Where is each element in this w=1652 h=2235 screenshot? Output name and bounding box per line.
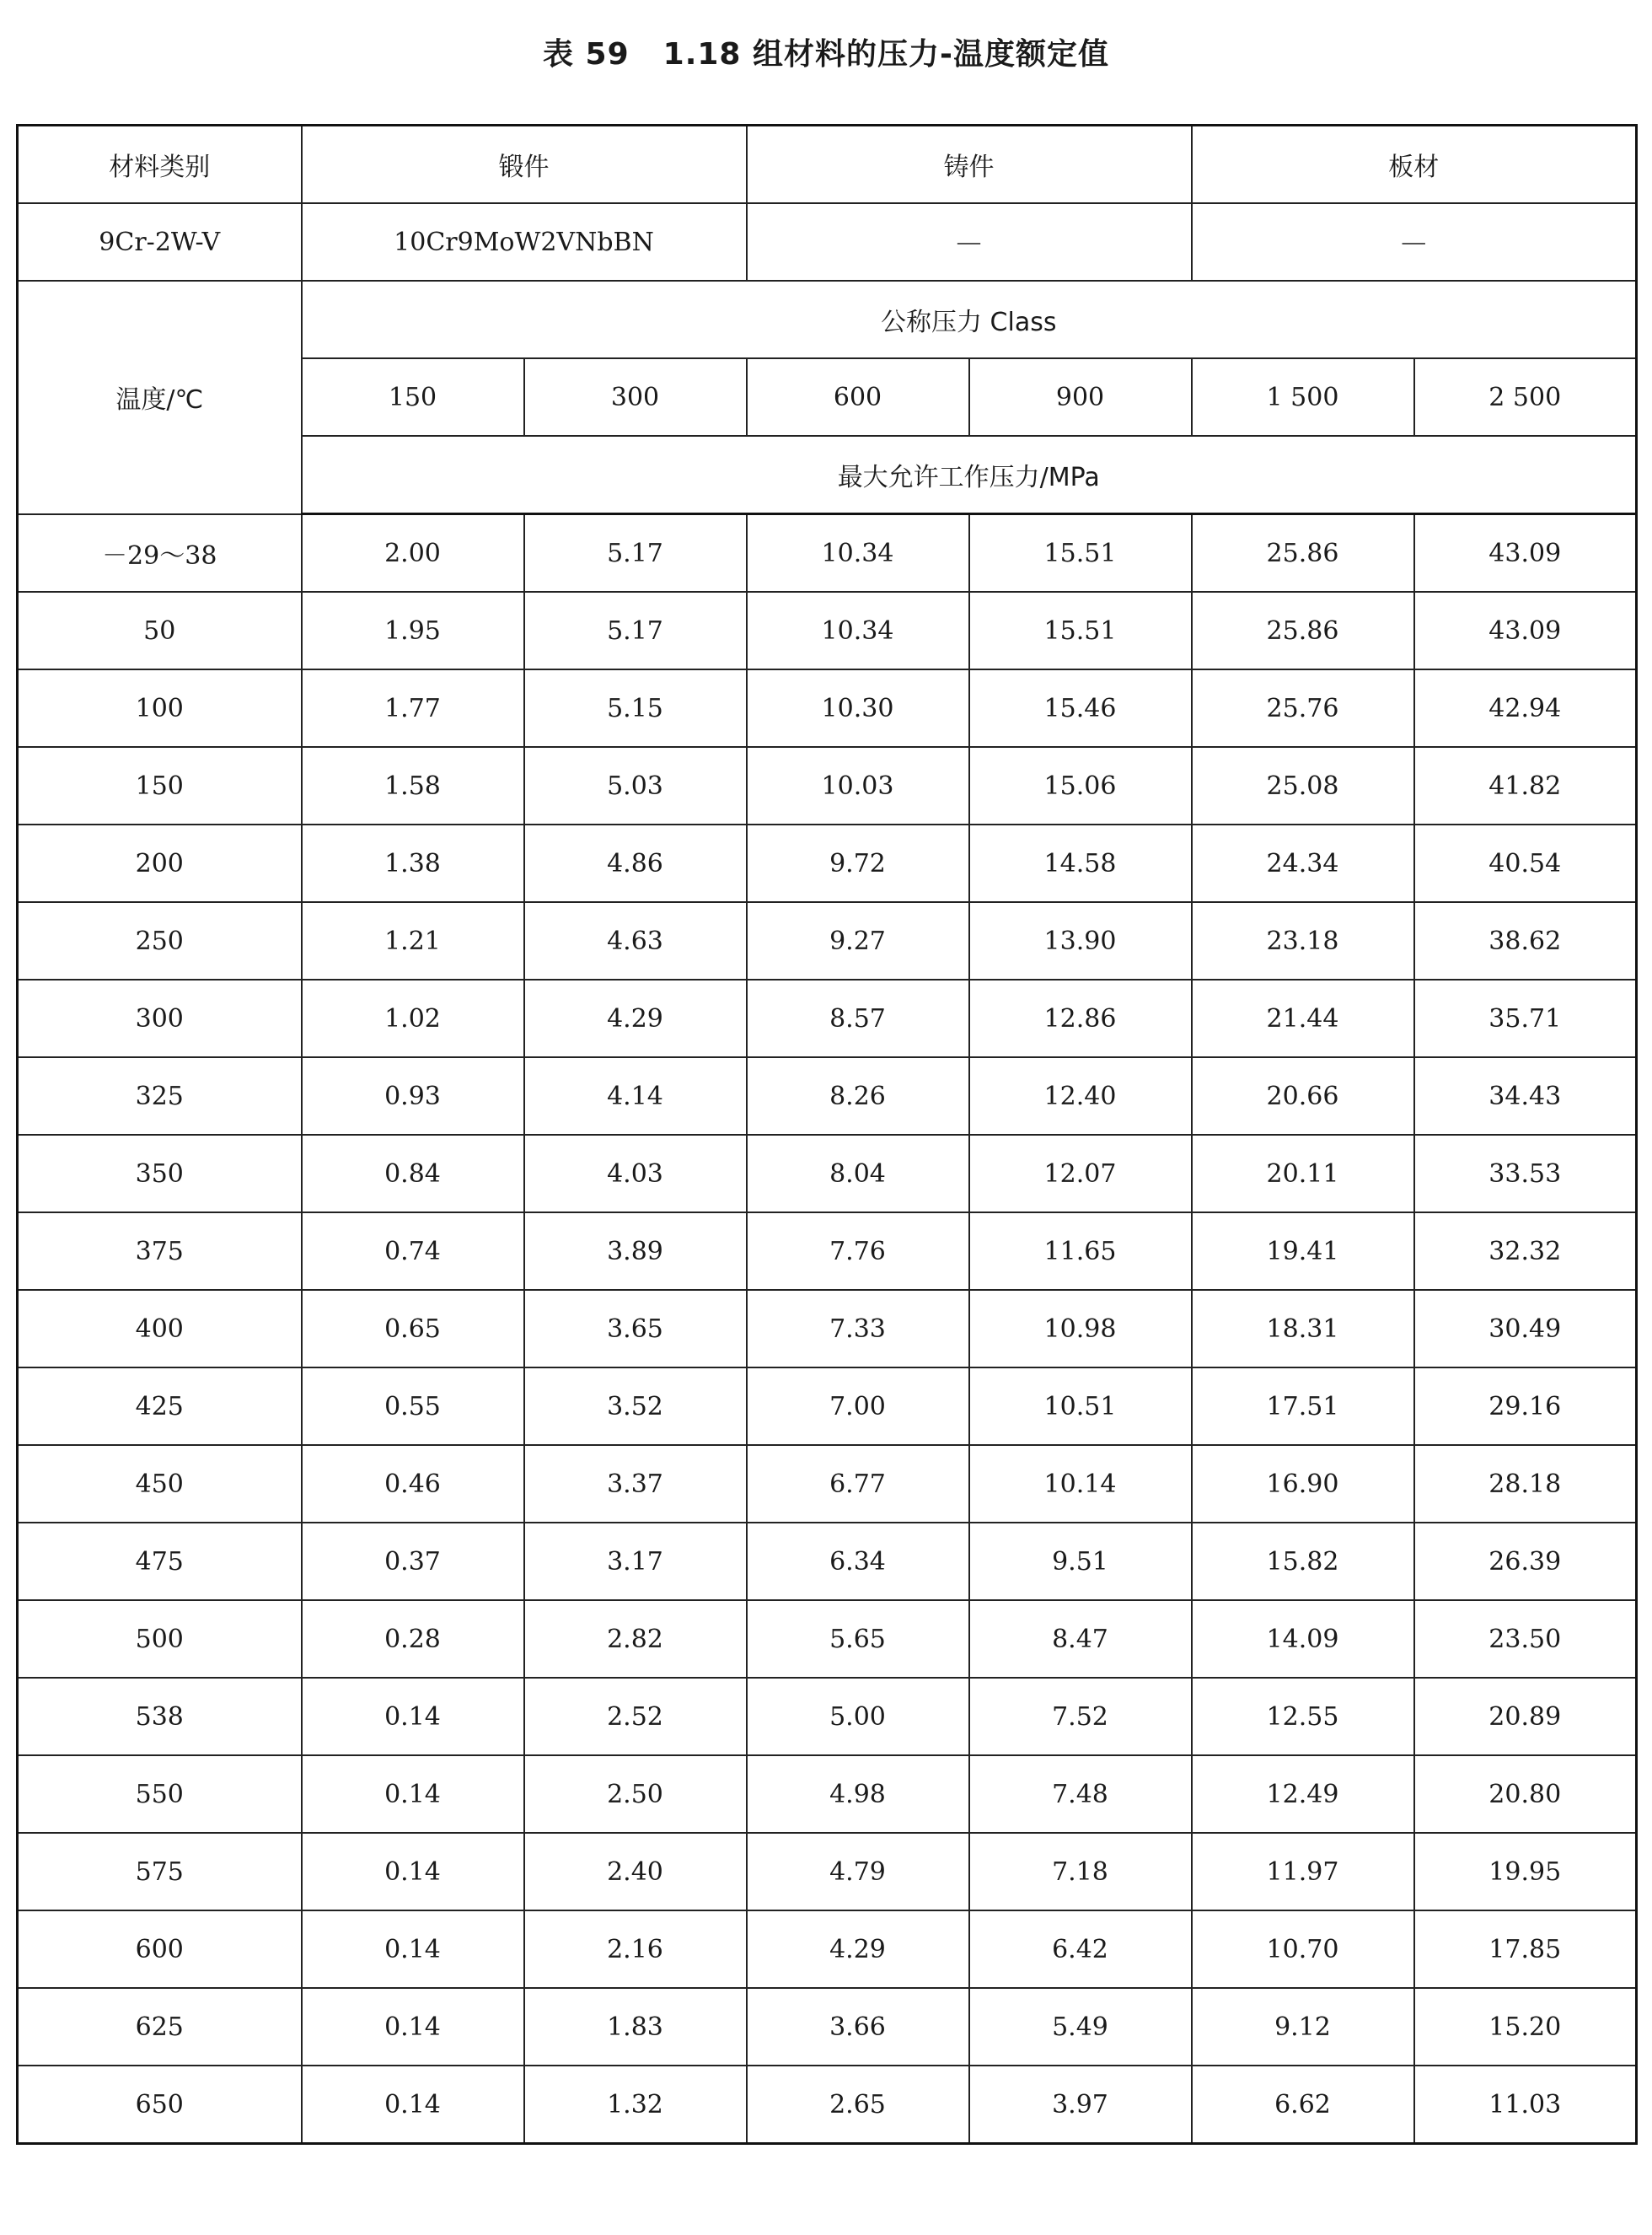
pressure-cell: 15.20 xyxy=(1414,1988,1637,2066)
header-row-category xyxy=(18,126,1637,204)
pressure-cell: 21.44 xyxy=(1192,980,1414,1057)
pressure-cell: 7.18 xyxy=(969,1833,1192,1910)
pressure-cell: 1.21 xyxy=(302,902,524,980)
temperature-cell: 375 xyxy=(18,1212,302,1290)
plate-value: — xyxy=(1192,203,1637,281)
pressure-cell: 1.58 xyxy=(302,747,524,825)
pressure-cell: 25.76 xyxy=(1192,669,1414,747)
pressure-cell: 0.65 xyxy=(302,1290,524,1367)
pressure-cell: 20.89 xyxy=(1414,1678,1637,1755)
temperature-cell: 450 xyxy=(18,1445,302,1523)
temperature-cell: 400 xyxy=(18,1290,302,1367)
table-title: 1.18 组材料的压力-温度额定值 xyxy=(662,37,1109,72)
table-row xyxy=(18,514,1637,593)
pressure-cell: 28.18 xyxy=(1414,1445,1637,1523)
pressure-cell: 4.29 xyxy=(747,1910,969,1988)
pressure-cell: 38.62 xyxy=(1414,902,1637,980)
pressure-cell: 5.15 xyxy=(524,669,747,747)
pressure-cell: 33.53 xyxy=(1414,1135,1637,1212)
pressure-cell: 4.14 xyxy=(524,1057,747,1135)
pressure-cell: 15.06 xyxy=(969,747,1192,825)
material-category-label: 材料类别 xyxy=(18,126,302,204)
temperature-cell: 625 xyxy=(18,1988,302,2066)
pressure-cell: 5.17 xyxy=(524,514,747,593)
pressure-cell: 5.17 xyxy=(524,592,747,669)
pressure-cell: 4.03 xyxy=(524,1135,747,1212)
temperature-cell: 425 xyxy=(18,1367,302,1445)
pressure-cell: 15.51 xyxy=(969,592,1192,669)
pressure-cell: 1.95 xyxy=(302,592,524,669)
pressure-cell: 12.86 xyxy=(969,980,1192,1057)
class-value: 900 xyxy=(969,358,1192,436)
pressure-cell: 1.77 xyxy=(302,669,524,747)
pressure-cell: 25.08 xyxy=(1192,747,1414,825)
pressure-cell: 10.34 xyxy=(747,514,969,593)
pressure-cell: 1.38 xyxy=(302,825,524,902)
table-row xyxy=(18,1212,1637,1290)
temperature-cell: 325 xyxy=(18,1057,302,1135)
pressure-cell: 25.86 xyxy=(1192,592,1414,669)
pressure-cell: 9.72 xyxy=(747,825,969,902)
plate-label: 板材 xyxy=(1192,126,1637,204)
table-number: 表 59 xyxy=(543,37,630,72)
pressure-cell: 14.58 xyxy=(969,825,1192,902)
pressure-cell: 2.50 xyxy=(524,1755,747,1833)
pressure-cell: 35.71 xyxy=(1414,980,1637,1057)
pressure-cell: 0.74 xyxy=(302,1212,524,1290)
pressure-cell: 10.34 xyxy=(747,592,969,669)
table-row xyxy=(18,902,1637,980)
pressure-cell: 8.57 xyxy=(747,980,969,1057)
pressure-cell: 0.46 xyxy=(302,1445,524,1523)
pressure-cell: 20.11 xyxy=(1192,1135,1414,1212)
casting-value: — xyxy=(747,203,1192,281)
table-row xyxy=(18,592,1637,669)
table-row xyxy=(18,1755,1637,1833)
pressure-unit-label: 最大允许工作压力/MPa xyxy=(302,436,1637,514)
header-row-material xyxy=(18,203,1637,281)
pressure-cell: 0.14 xyxy=(302,1755,524,1833)
pressure-cell: 3.66 xyxy=(747,1988,969,2066)
pressure-cell: 10.98 xyxy=(969,1290,1192,1367)
pressure-cell: 20.80 xyxy=(1414,1755,1637,1833)
pressure-cell: 6.62 xyxy=(1192,2066,1414,2144)
temperature-cell: 300 xyxy=(18,980,302,1057)
class-label: 公称压力 Class xyxy=(302,281,1637,358)
pressure-cell: 4.79 xyxy=(747,1833,969,1910)
table-row xyxy=(18,747,1637,825)
pressure-cell: 23.50 xyxy=(1414,1600,1637,1678)
pressure-cell: 9.27 xyxy=(747,902,969,980)
table-row xyxy=(18,1600,1637,1678)
pressure-cell: 6.77 xyxy=(747,1445,969,1523)
pressure-cell: 5.03 xyxy=(524,747,747,825)
pressure-cell: 0.84 xyxy=(302,1135,524,1212)
pressure-cell: 41.82 xyxy=(1414,747,1637,825)
pressure-cell: 17.51 xyxy=(1192,1367,1414,1445)
pressure-cell: 16.90 xyxy=(1192,1445,1414,1523)
temperature-cell: －29～38 xyxy=(18,514,302,593)
table-row xyxy=(18,1523,1637,1600)
pressure-cell: 11.97 xyxy=(1192,1833,1414,1910)
table-row xyxy=(18,1833,1637,1910)
table-row xyxy=(18,1678,1637,1755)
pressure-cell: 2.00 xyxy=(302,514,524,593)
pressure-cell: 43.09 xyxy=(1414,514,1637,593)
pressure-cell: 19.41 xyxy=(1192,1212,1414,1290)
pressure-cell: 8.26 xyxy=(747,1057,969,1135)
pressure-cell: 0.55 xyxy=(302,1367,524,1445)
pressure-cell: 18.31 xyxy=(1192,1290,1414,1367)
pressure-cell: 24.34 xyxy=(1192,825,1414,902)
pressure-cell: 25.86 xyxy=(1192,514,1414,593)
pressure-cell: 1.32 xyxy=(524,2066,747,2144)
pressure-cell: 14.09 xyxy=(1192,1600,1414,1678)
pressure-cell: 2.65 xyxy=(747,2066,969,2144)
pressure-temperature-table xyxy=(16,124,1638,2145)
pressure-cell: 34.43 xyxy=(1414,1057,1637,1135)
pressure-cell: 7.00 xyxy=(747,1367,969,1445)
class-value: 600 xyxy=(747,358,969,436)
pressure-cell: 3.65 xyxy=(524,1290,747,1367)
table-row xyxy=(18,1988,1637,2066)
temperature-cell: 538 xyxy=(18,1678,302,1755)
pressure-cell: 15.46 xyxy=(969,669,1192,747)
pressure-cell: 2.52 xyxy=(524,1678,747,1755)
material-value: 9Cr-2W-V xyxy=(18,203,302,281)
pressure-cell: 6.34 xyxy=(747,1523,969,1600)
forging-label: 锻件 xyxy=(302,126,747,204)
table-row xyxy=(18,1057,1637,1135)
pressure-cell: 2.40 xyxy=(524,1833,747,1910)
pressure-cell: 10.51 xyxy=(969,1367,1192,1445)
pressure-cell: 0.37 xyxy=(302,1523,524,1600)
table-body xyxy=(18,514,1637,2144)
pressure-cell: 20.66 xyxy=(1192,1057,1414,1135)
pressure-cell: 26.39 xyxy=(1414,1523,1637,1600)
pressure-cell: 9.12 xyxy=(1192,1988,1414,2066)
table-caption xyxy=(0,30,1652,73)
pressure-cell: 11.03 xyxy=(1414,2066,1637,2144)
pressure-cell: 4.63 xyxy=(524,902,747,980)
temperature-label: 温度/℃ xyxy=(18,281,302,514)
temperature-cell: 250 xyxy=(18,902,302,980)
pressure-cell: 3.97 xyxy=(969,2066,1192,2144)
pressure-cell: 0.14 xyxy=(302,1988,524,2066)
pressure-cell: 5.49 xyxy=(969,1988,1192,2066)
pressure-cell: 8.04 xyxy=(747,1135,969,1212)
table-row xyxy=(18,1445,1637,1523)
class-value: 300 xyxy=(524,358,747,436)
table-row xyxy=(18,1290,1637,1367)
class-value: 150 xyxy=(302,358,524,436)
class-value: 2 500 xyxy=(1414,358,1637,436)
pressure-cell: 7.76 xyxy=(747,1212,969,1290)
temperature-cell: 350 xyxy=(18,1135,302,1212)
pressure-cell: 11.65 xyxy=(969,1212,1192,1290)
pressure-cell: 17.85 xyxy=(1414,1910,1637,1988)
table-row xyxy=(18,980,1637,1057)
pressure-cell: 4.86 xyxy=(524,825,747,902)
temperature-cell: 500 xyxy=(18,1600,302,1678)
pressure-cell: 3.37 xyxy=(524,1445,747,1523)
header-row-class-label xyxy=(18,281,1637,358)
casting-label: 铸件 xyxy=(747,126,1192,204)
temperature-cell: 600 xyxy=(18,1910,302,1988)
temperature-cell: 650 xyxy=(18,2066,302,2144)
pressure-cell: 5.65 xyxy=(747,1600,969,1678)
pressure-cell: 4.29 xyxy=(524,980,747,1057)
pressure-cell: 29.16 xyxy=(1414,1367,1637,1445)
table-row xyxy=(18,825,1637,902)
temperature-cell: 550 xyxy=(18,1755,302,1833)
pressure-cell: 2.16 xyxy=(524,1910,747,1988)
table-row xyxy=(18,1135,1637,1212)
pressure-cell: 7.48 xyxy=(969,1755,1192,1833)
pressure-cell: 0.93 xyxy=(302,1057,524,1135)
pressure-cell: 0.14 xyxy=(302,1833,524,1910)
pressure-cell: 0.14 xyxy=(302,1910,524,1988)
table-row xyxy=(18,1910,1637,1988)
pressure-cell: 0.28 xyxy=(302,1600,524,1678)
temperature-cell: 200 xyxy=(18,825,302,902)
pressure-cell: 7.33 xyxy=(747,1290,969,1367)
pressure-cell: 12.07 xyxy=(969,1135,1192,1212)
pressure-cell: 3.89 xyxy=(524,1212,747,1290)
pressure-cell: 15.51 xyxy=(969,514,1192,593)
table-row xyxy=(18,1367,1637,1445)
pressure-cell: 10.03 xyxy=(747,747,969,825)
temperature-cell: 100 xyxy=(18,669,302,747)
pressure-cell: 3.52 xyxy=(524,1367,747,1445)
table-row xyxy=(18,669,1637,747)
pressure-cell: 1.83 xyxy=(524,1988,747,2066)
pressure-cell: 13.90 xyxy=(969,902,1192,980)
temperature-cell: 50 xyxy=(18,592,302,669)
pressure-cell: 23.18 xyxy=(1192,902,1414,980)
pressure-cell: 10.30 xyxy=(747,669,969,747)
pressure-cell: 12.55 xyxy=(1192,1678,1414,1755)
temperature-cell: 150 xyxy=(18,747,302,825)
pressure-cell: 10.14 xyxy=(969,1445,1192,1523)
table-header xyxy=(18,126,1637,514)
pressure-cell: 1.02 xyxy=(302,980,524,1057)
pressure-cell: 19.95 xyxy=(1414,1833,1637,1910)
pressure-cell: 2.82 xyxy=(524,1600,747,1678)
pressure-cell: 9.51 xyxy=(969,1523,1192,1600)
pressure-cell: 5.00 xyxy=(747,1678,969,1755)
pressure-cell: 6.42 xyxy=(969,1910,1192,1988)
pressure-cell: 0.14 xyxy=(302,1678,524,1755)
pressure-cell: 10.70 xyxy=(1192,1910,1414,1988)
pressure-cell: 12.49 xyxy=(1192,1755,1414,1833)
pressure-cell: 43.09 xyxy=(1414,592,1637,669)
pressure-cell: 7.52 xyxy=(969,1678,1192,1755)
pressure-cell: 4.98 xyxy=(747,1755,969,1833)
class-value: 1 500 xyxy=(1192,358,1414,436)
pressure-cell: 8.47 xyxy=(969,1600,1192,1678)
pressure-cell: 42.94 xyxy=(1414,669,1637,747)
forging-value: 10Cr9MoW2VNbBN xyxy=(302,203,747,281)
table-row xyxy=(18,2066,1637,2144)
pressure-cell: 12.40 xyxy=(969,1057,1192,1135)
pressure-cell: 40.54 xyxy=(1414,825,1637,902)
pressure-cell: 30.49 xyxy=(1414,1290,1637,1367)
pressure-cell: 3.17 xyxy=(524,1523,747,1600)
temperature-cell: 475 xyxy=(18,1523,302,1600)
pressure-cell: 15.82 xyxy=(1192,1523,1414,1600)
pressure-cell: 0.14 xyxy=(302,2066,524,2144)
temperature-cell: 575 xyxy=(18,1833,302,1910)
pressure-cell: 32.32 xyxy=(1414,1212,1637,1290)
